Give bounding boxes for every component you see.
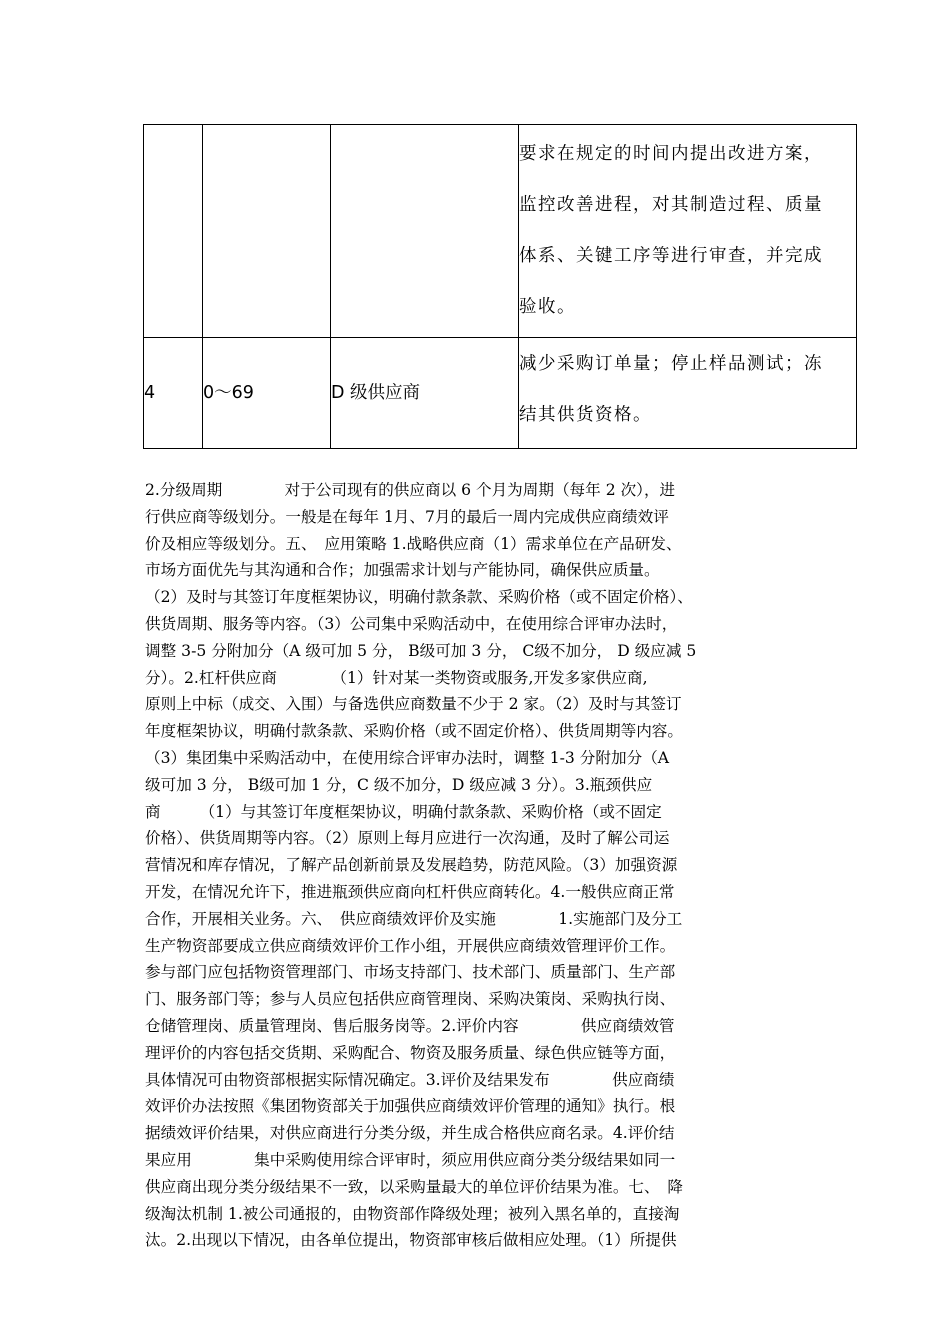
measures-line: 体系、关键工序等进行审查，并完成 — [519, 246, 823, 266]
text-line: 供应商出现分类分级结果不一致，以采购量最大的单位评价结果为准。七、 降 — [145, 1177, 683, 1196]
grade-cell: D 级供应商 — [331, 338, 519, 449]
score-range-cell — [203, 125, 331, 338]
text-line: 理评价的内容包括交货期、采购配合、物资及服务质量、绿色供应链等方面， — [145, 1043, 676, 1062]
measures-line: 监控改善进程，对其制造过程、质量 — [519, 195, 823, 215]
text-line: 合作，开展相关业务。六、 供应商绩效评价及实施 1.实施部门及分工 — [145, 909, 683, 928]
text-line: （3）集团集中采购活动中，在使用综合评审办法时，调整 1-3 分附加分（A — [145, 748, 670, 767]
text-line: 市场方面优先与其沟通和合作；加强需求计划与产能协同，确保供应质量。 — [145, 561, 660, 580]
text-line: 2.分级周期 对于公司现有的供应商以 6 个月为周期（每年 2 次），进 — [145, 481, 676, 499]
text-line: 价格）、供货周期等内容。（2）原则上每月应进行一次沟通，及时了解公司运 — [145, 829, 670, 848]
text-line: 原则上中标（成交、入围）与备选供应商数量不少于 2 家。（2）及时与其签订 — [145, 695, 682, 714]
text-line: 效评价办法按照《集团物资部关于加强供应商绩效评价管理的通知》执行。根 — [145, 1097, 676, 1116]
text-line: 级淘汰机制 1.被公司通报的，由物资部作降级处理；被列入黑名单的，直接淘 — [145, 1204, 680, 1223]
text-line: 级可加 3 分， B级可加 1 分，C 级不加分，D 级应减 3 分）。3.瓶颈供应 — [145, 775, 653, 794]
text-line: 具体情况可由物资部根据实际情况确定。3.评价及结果发布 供应商绩 — [145, 1070, 675, 1089]
row-number-cell: 4 — [144, 338, 203, 449]
text-line: 年度框架协议，明确付款条款、采购价格（或不固定价格）、供货周期等内容。 — [145, 722, 683, 741]
text-line: 果应用 集中采购使用综合评审时，须应用供应商分类分级结果如同一 — [145, 1150, 676, 1169]
body-paragraph — [145, 477, 817, 1254]
text-line: 商 （1）与其签订年度框架协议，明确付款条款、采购价格（或不固定 — [145, 802, 662, 821]
measures-line: 验收。 — [519, 297, 576, 317]
measures-line: 要求在规定的时间内提出改进方案， — [519, 144, 823, 164]
text-line: 仓储管理岗、质量管理岗、售后服务岗等。2.评价内容 供应商绩效管 — [145, 1016, 675, 1035]
text-line: 价及相应等级划分。五、 应用策略 1.战略供应商（1）需求单位在产品研发、 — [145, 534, 682, 553]
grade-cell — [331, 125, 519, 338]
text-line: 营情况和库存情况，了解产品创新前景及发展趋势，防范风险。（3）加强资源 — [145, 856, 678, 875]
supplier-grade-table — [143, 124, 857, 449]
score-range-cell: 0～69 — [203, 338, 331, 449]
measures-cell — [519, 125, 857, 338]
text-line: 调整 3-5 分附加分（A 级可加 5 分， B级可加 3 分， C级不加分， D 级应减 5 — [145, 641, 697, 660]
measures-line: 结其供货资格。 — [519, 405, 652, 425]
text-line: 开发，在情况允许下，推进瓶颈供应商向杠杆供应商转化。4.一般供应商正常 — [145, 882, 675, 901]
text-line: 参与部门应包括物资管理部门、市场支持部门、技术部门、质量部门、生产部 — [145, 963, 676, 982]
text-line: 汰。2.出现以下情况，由各单位提出，物资部审核后做相应处理。（1）所提供 — [145, 1231, 677, 1250]
table-row — [144, 125, 857, 338]
text-line: 分）。2.杠杆供应商 （1）针对某一类物资或服务,开发多家供应商, — [145, 668, 648, 687]
measures-cell — [519, 338, 857, 449]
text-line: 生产物资部要成立供应商绩效评价工作小组，开展供应商绩效管理评价工作。 — [145, 936, 676, 955]
table-row — [144, 338, 857, 449]
text-line: 据绩效评价结果，对供应商进行分类分级，并生成合格供应商名录。4.评价结 — [145, 1124, 675, 1143]
row-number-cell — [144, 125, 203, 338]
text-line: （2）及时与其签订年度框架协议，明确付款条款、采购价格（或不固定价格）、 — [145, 588, 693, 607]
text-line: 供货周期、服务等内容。（3）公司集中采购活动中，在使用综合评审办法时， — [145, 614, 678, 633]
measures-line: 减少采购订单量；停止样品测试；冻 — [519, 354, 823, 374]
text-line: 行供应商等级划分。一般是在每年 1月、7月的最后一周内完成供应商绩效评 — [145, 507, 669, 526]
text-line: 门、服务部门等；参与人员应包括供应商管理岗、采购决策岗、采购执行岗、 — [145, 990, 676, 1009]
